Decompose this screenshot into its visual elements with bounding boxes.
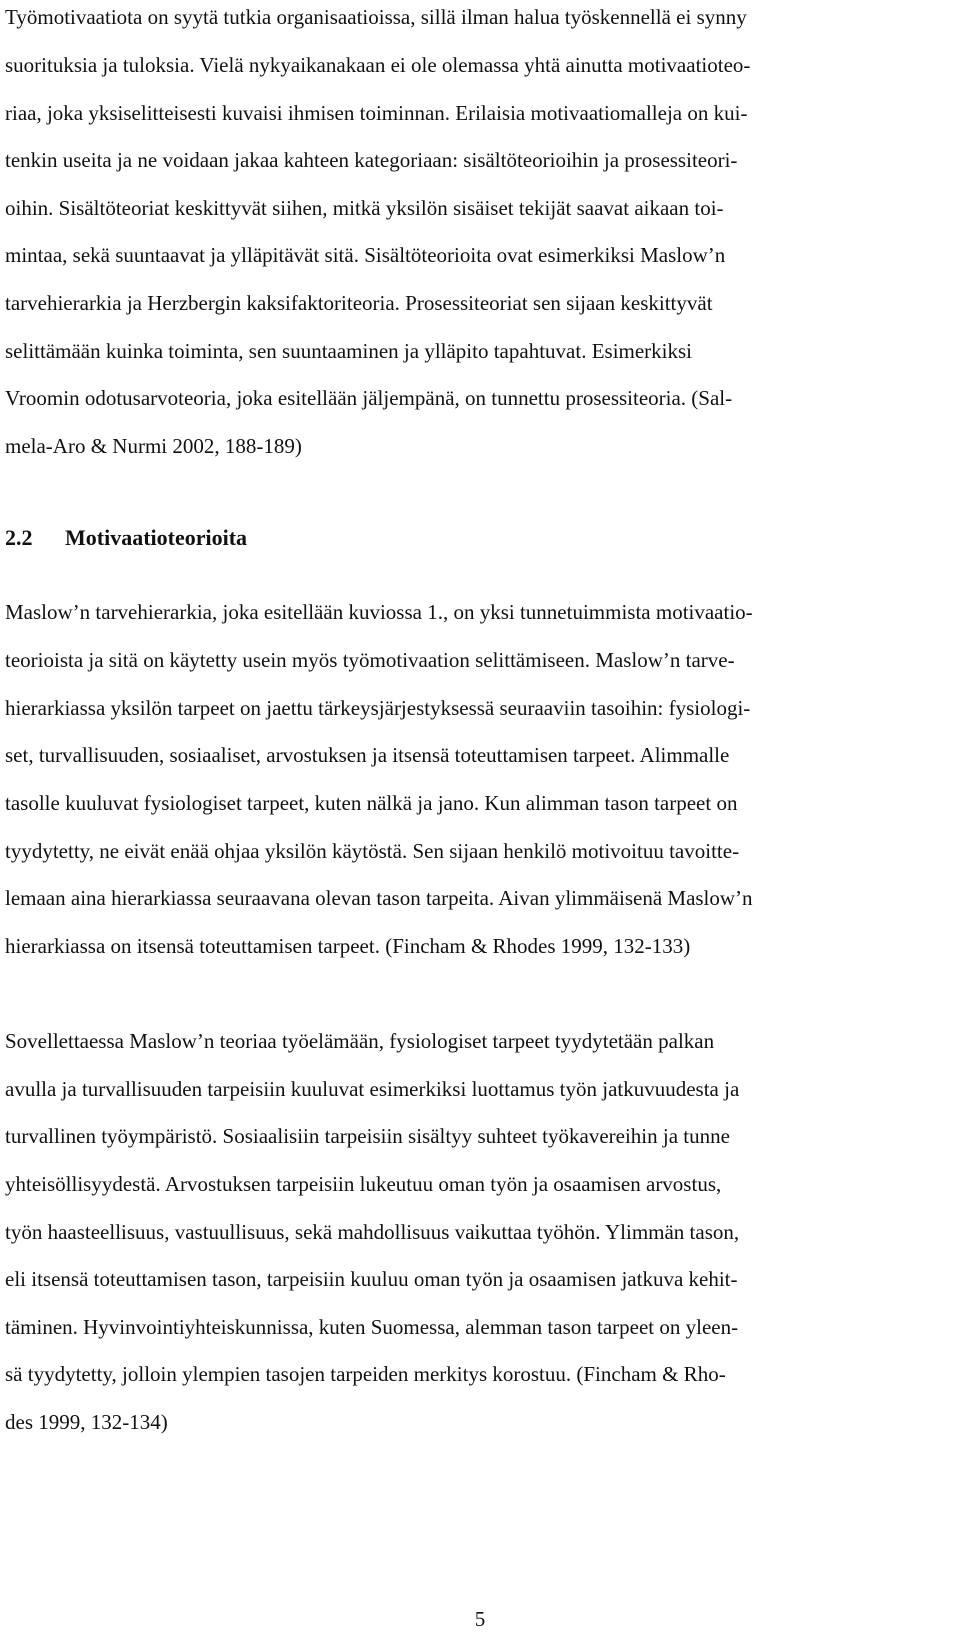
text-line: set, turvallisuuden, sosiaaliset, arvostuksen ja itsensä toteuttamisen tarpeet. Alimmalle	[5, 743, 730, 767]
section-number: 2.2	[5, 525, 33, 550]
text-line: tyydytetty, ne eivät enää ohjaa yksilön käytöstä. Sen sijaan henkilö motivoituu tavoitte-	[5, 839, 740, 863]
text-line: eli itsensä toteuttamisen tason, tarpeisiin kuuluu oman työn ja osaamisen jatkuva kehit-	[5, 1267, 738, 1291]
text-line: avulla ja turvallisuuden tarpeisiin kuuluvat esimerkiksi luottamus työn jatkuvuudesta ja	[5, 1077, 740, 1101]
text-line: selittämään kuinka toiminta, sen suuntaaminen ja ylläpito tapahtuvat. Esimerkiksi	[5, 339, 693, 363]
text-line: suorituksia ja tuloksia. Vielä nykyaikanakaan ei ole olemassa yhtä ainutta motivaatioteo-	[5, 53, 751, 77]
text-line: mintaa, sekä suuntaavat ja ylläpitävät sitä. Sisältöteorioita ovat esimerkiksi Maslow’n	[5, 243, 726, 267]
text-line: des 1999, 132-134)	[5, 1410, 168, 1434]
text-line: Maslow’n tarvehierarkia, joka esitellään kuviossa 1., on yksi tunnetuimmista motivaatio-	[5, 600, 753, 624]
text-line: yhteisöllisyydestä. Arvostuksen tarpeisiin lukeutuu oman työn ja osaamisen arvostus,	[5, 1172, 722, 1196]
text-line: oihin. Sisältöteoriat keskittyvät siihen, mitkä yksilön sisäiset tekijät saavat aikaan toi-	[5, 196, 724, 220]
text-line: hierarkiassa on itsensä toteuttamisen tarpeet. (Fincham & Rhodes 1999, 132-133)	[5, 934, 691, 958]
text-line: täminen. Hyvinvointiyhteiskunnissa, kuten Suomessa, alemman tason tarpeet on yleen-	[5, 1315, 739, 1339]
text-line: tarvehierarkia ja Herzbergin kaksifaktoriteoria. Prosessiteoriat sen sijaan keskittyvät	[5, 291, 713, 315]
text-line: tenkin useita ja ne voidaan jakaa kahteen kategoriaan: sisältöteorioihin ja prosessiteori-	[5, 148, 738, 172]
text-line: työn haasteellisuus, vastuullisuus, sekä mahdollisuus vaikuttaa työhön. Ylimmän tason,	[5, 1220, 740, 1244]
text-line: hierarkiassa yksilön tarpeet on jaettu tärkeysjärjestyksessä seuraaviin tasoihin: fysiologi-	[5, 696, 751, 720]
text-line: turvallinen työympäristö. Sosiaalisiin tarpeisiin sisältyy suhteet työkavereihin ja tunne	[5, 1124, 730, 1148]
text-line: tasolle kuuluvat fysiologiset tarpeet, kuten nälkä ja jano. Kun alimman tason tarpeet on	[5, 791, 738, 815]
text-line: mela-Aro & Nurmi 2002, 188-189)	[5, 434, 302, 458]
page-number: 5	[474, 1607, 486, 1631]
text-line: lemaan aina hierarkiassa seuraavana olevan tason tarpeita. Aivan ylimmäisenä Maslow’n	[5, 886, 753, 910]
text-line: teorioista ja sitä on käytetty usein myös työmotivaation selittämiseen. Maslow’n tarve-	[5, 648, 735, 672]
text-line: Vroomin odotusarvoteoria, joka esitellään jäljempänä, on tunnettu prosessiteoria. (Sal-	[5, 386, 733, 410]
text-line: Työmotivaatiota on syytä tutkia organisaatioissa, sillä ilman halua työskennellä ei synny	[5, 5, 747, 29]
text-line: riaa, joka yksiselitteisesti kuvaisi ihmisen toiminnan. Erilaisia motivaatiomalleja on kui-	[5, 101, 748, 125]
text-line: sä tyydytetty, jolloin ylempien tasojen tarpeiden merkitys korostuu. (Fincham & Rho-	[5, 1362, 726, 1386]
section-title: Motivaatioteorioita	[65, 525, 248, 550]
section-heading	[5, 527, 247, 549]
text-line: Sovellettaessa Maslow’n teoriaa työelämään, fysiologiset tarpeet tyydytetään palkan	[5, 1029, 715, 1053]
